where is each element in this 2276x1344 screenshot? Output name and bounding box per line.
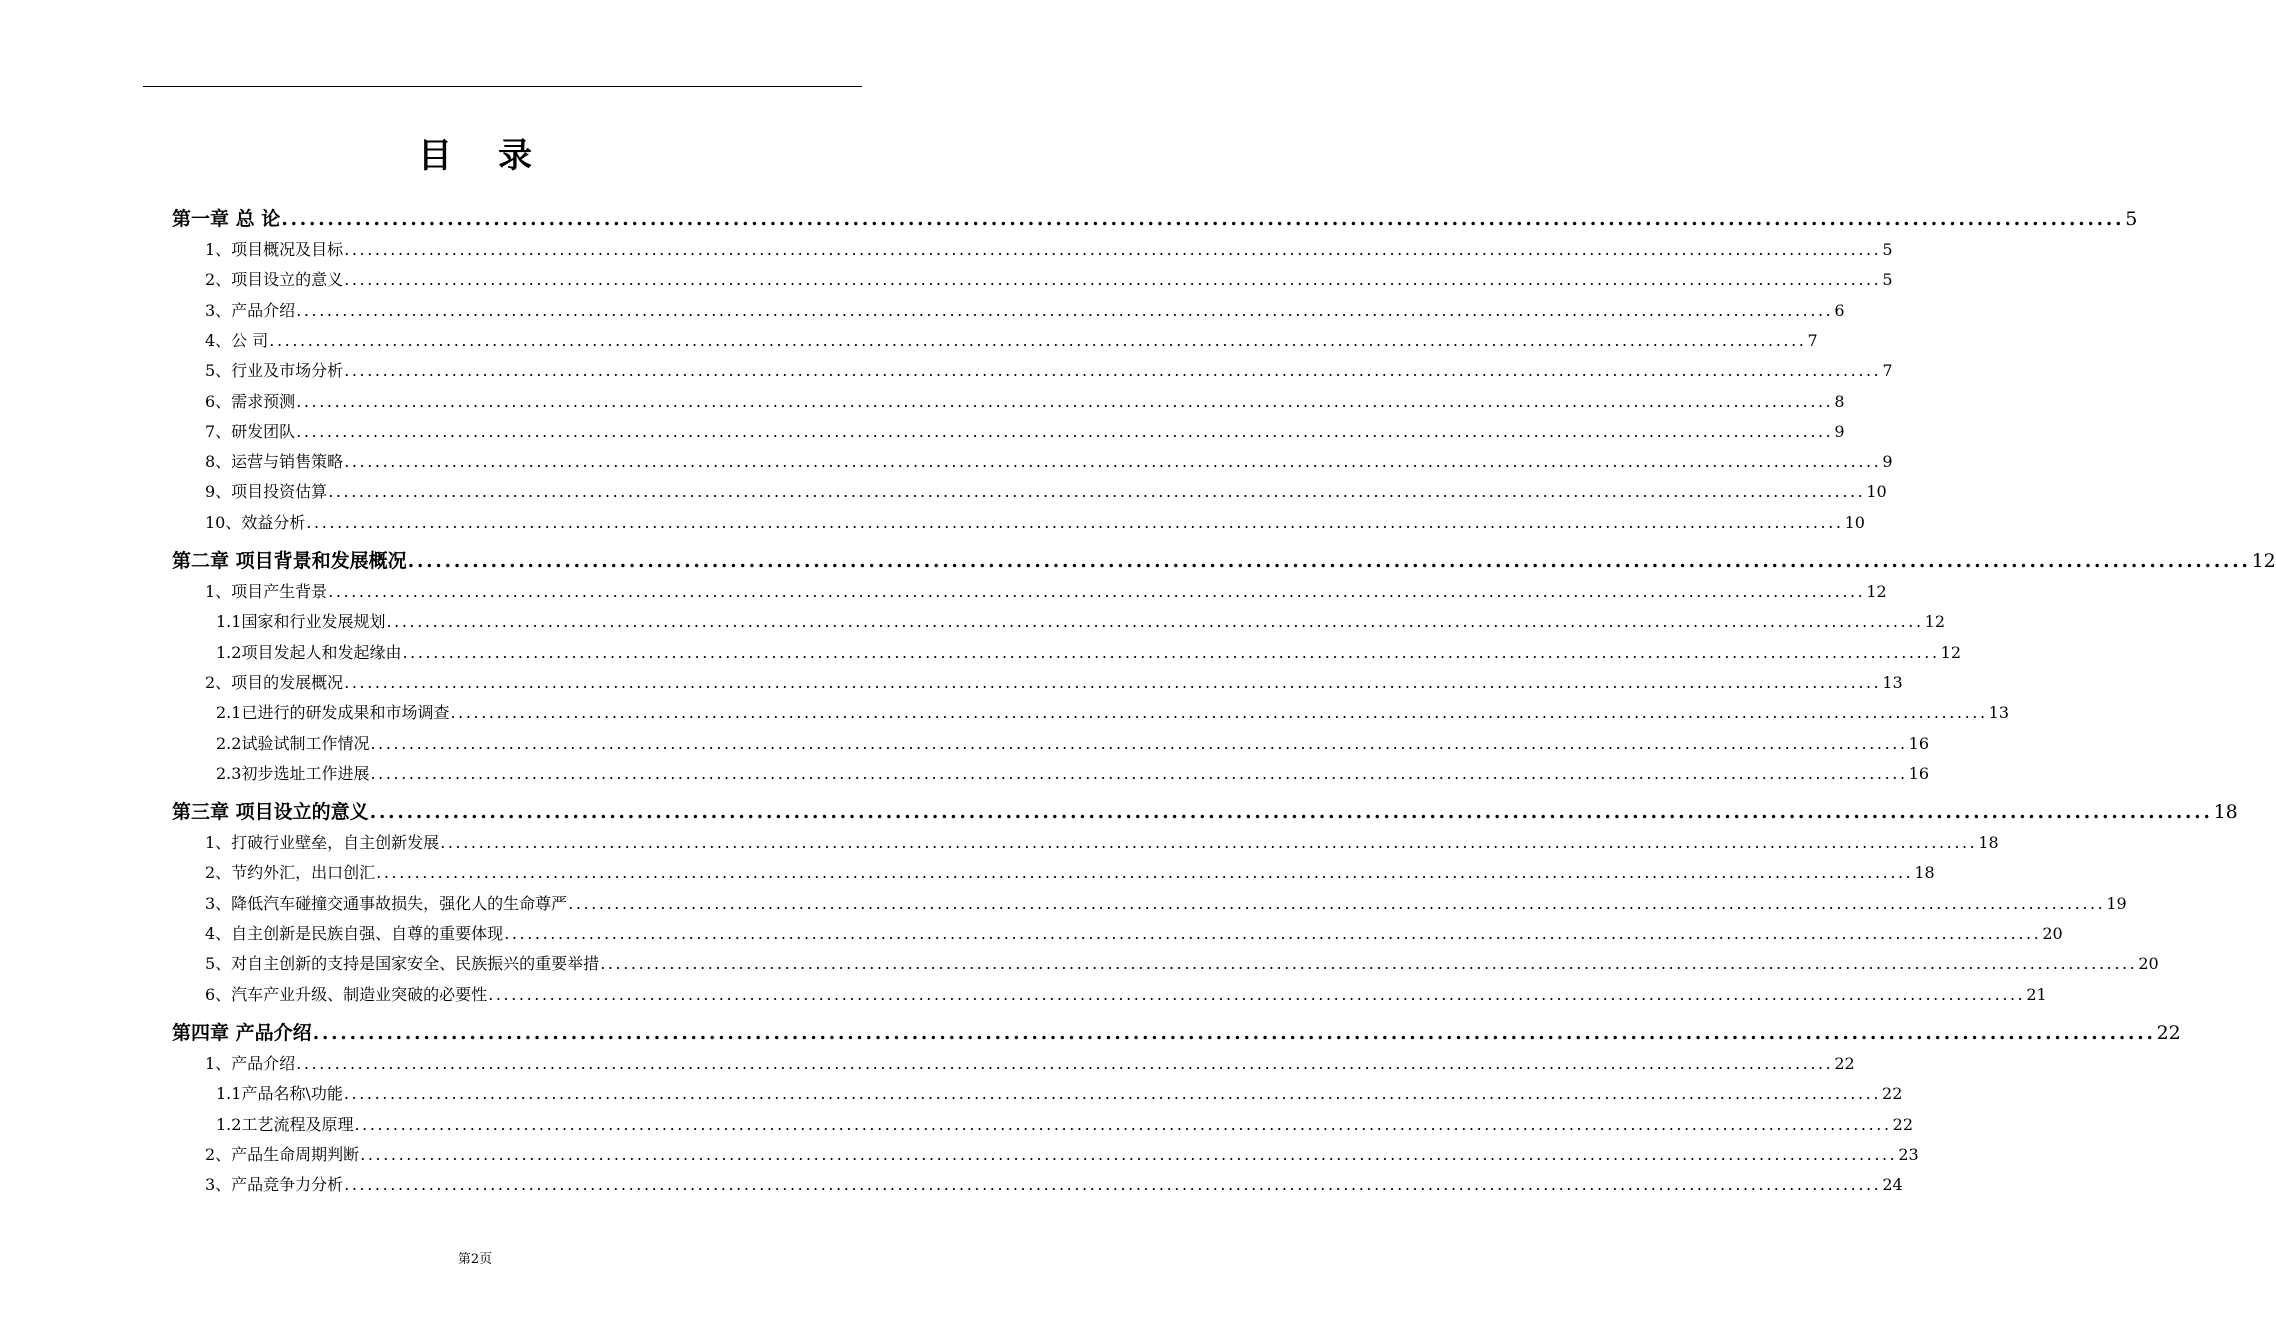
toc-entry-label: 第二章 项目背景和发展概况: [172, 550, 407, 572]
toc-entry-label: 8、运营与销售策略: [205, 452, 344, 472]
toc-section-entry[interactable]: [205, 479, 1887, 503]
toc-dot-leader: ........................................................................................................................................................................................................: [376, 863, 1914, 883]
toc-section-entry[interactable]: [205, 267, 1893, 291]
toc-dot-leader: ........................................................................................................................................................................................................: [386, 612, 1924, 632]
toc-entry-page-number: 20: [2042, 924, 2063, 943]
toc-dot-leader: ........................................................................................................................................................................................................: [344, 361, 1882, 381]
toc-dot-leader: ........................................................................................................................................................................................................: [370, 763, 1908, 783]
toc-entry-label: 第三章 项目设立的意义: [172, 801, 369, 824]
toc-entry-page-number: 5: [1882, 270, 1893, 290]
toc-entry-label: 2、项目设立的意义: [205, 270, 344, 290]
toc-entry-page-number: 12: [1940, 642, 1961, 662]
toc-chapter-entry[interactable]: [172, 204, 2138, 232]
toc-section-entry[interactable]: [216, 700, 2009, 724]
toc-entry-page-number: 21: [2026, 984, 2047, 1004]
toc-section-entry[interactable]: [205, 982, 2047, 1006]
toc-entry-page-number: 13: [1882, 672, 1903, 692]
toc-dot-leader: ........................................................................................................................................................................................................: [312, 1021, 2156, 1044]
toc-dot-leader: ........................................................................................................................................................................................................: [328, 582, 1866, 601]
toc-entry-label: 10、效益分析: [205, 512, 306, 532]
toc-dot-leader: ........................................................................................................................................................................................................: [488, 984, 2026, 1004]
toc-dot-leader: ........................................................................................................................................................................................................: [370, 733, 1908, 753]
toc-entry-label: 9、项目投资估算: [205, 482, 328, 502]
toc-entry-label: 6、汽车产业升级、制造业突破的必要性: [205, 984, 488, 1004]
toc-entry-label: 3、产品竞争力分析: [205, 1175, 344, 1195]
toc-entry-label: 2、产品生命周期判断: [205, 1144, 360, 1164]
toc-section-entry[interactable]: [216, 761, 1929, 785]
toc-section-entry[interactable]: [205, 860, 1935, 884]
toc-section-entry[interactable]: [216, 1112, 1913, 1136]
toc-section-entry[interactable]: [205, 891, 2127, 915]
toc-entry-page-number: 5: [2125, 208, 2138, 230]
title-char: 录: [498, 136, 532, 176]
toc-entry-label: 2、项目的发展概况: [205, 672, 344, 692]
toc-entry-label: 6、需求预测: [205, 391, 296, 411]
toc-entry-label: 1、打破行业壁垒，自主创新发展: [205, 833, 440, 853]
toc-section-entry[interactable]: [205, 510, 1865, 534]
toc-dot-leader: ........................................................................................................................................................................................................: [281, 208, 2125, 230]
toc-dot-leader: ........................................................................................................................................................................................................: [402, 642, 1940, 662]
toc-dot-leader: ........................................................................................................................................................................................................: [600, 954, 2138, 974]
toc-entry-label: 2.1已进行的研发成果和市场调查: [216, 703, 450, 723]
toc-dot-leader: ........................................................................................................................................................................................................: [343, 1084, 1882, 1104]
toc-dot-leader: ........................................................................................................................................................................................................: [296, 300, 1834, 320]
page-number-footer: 第2页: [457, 1252, 493, 1267]
toc-entry-page-number: 18: [2213, 801, 2238, 824]
toc-entry-page-number: 16: [1908, 733, 1929, 753]
toc-entry-label: 4、自主创新是民族自强、自尊的重要体现: [205, 924, 504, 943]
toc-entry-page-number: 12: [1924, 612, 1945, 632]
toc-section-entry[interactable]: [205, 921, 2063, 945]
toc-chapter-entry[interactable]: [172, 546, 2276, 574]
toc-entry-page-number: 5: [1882, 240, 1893, 259]
toc-entry-page-number: 16: [1908, 763, 1929, 783]
toc-entry-label: 5、对自主创新的支持是国家安全、民族振兴的重要举措: [205, 954, 600, 974]
toc-section-entry[interactable]: [205, 237, 1893, 261]
toc-section-entry[interactable]: [216, 640, 1961, 664]
toc-entry-page-number: 8: [1834, 391, 1845, 411]
toc-entry-page-number: 22: [1834, 1053, 1855, 1073]
toc-dot-leader: ........................................................................................................................................................................................................: [344, 240, 1882, 259]
toc-entry-label: 1.1国家和行业发展规划: [216, 612, 386, 632]
toc-dot-leader: ........................................................................................................................................................................................................: [328, 482, 1866, 502]
toc-entry-label: 4、公 司: [205, 330, 269, 350]
toc-section-entry[interactable]: [205, 670, 1903, 694]
toc-entry-page-number: 24: [1882, 1175, 1903, 1195]
toc-entry-label: 5、行业及市场分析: [205, 361, 344, 381]
toc-entry-page-number: 18: [1978, 833, 1999, 853]
toc-entry-label: 第一章 总 论: [172, 208, 281, 230]
toc-dot-leader: ........................................................................................................................................................................................................: [306, 512, 1844, 532]
toc-entry-page-number: 23: [1898, 1144, 1919, 1164]
toc-entry-label: 7、研发团队: [205, 421, 296, 441]
toc-section-entry[interactable]: [205, 579, 1887, 603]
toc-entry-label: 2.2试验试制工作情况: [216, 733, 370, 753]
toc-section-entry[interactable]: [205, 1051, 1855, 1075]
toc-dot-leader: ........................................................................................................................................................................................................: [296, 1053, 1834, 1073]
toc-entry-label: 1、项目概况及目标: [205, 240, 344, 259]
toc-entry-label: 1.1产品名称\功能: [216, 1084, 343, 1104]
toc-section-entry[interactable]: [205, 419, 1845, 443]
toc-dot-leader: ........................................................................................................................................................................................................: [504, 924, 2042, 943]
toc-entry-page-number: 10: [1844, 512, 1865, 532]
toc-entry-page-number: 9: [1834, 421, 1845, 441]
toc-entry-page-number: 7: [1882, 361, 1893, 381]
toc-entry-label: 1、项目产生背景: [205, 582, 328, 601]
toc-dot-leader: ........................................................................................................................................................................................................: [407, 550, 2251, 572]
toc-dot-leader: ........................................................................................................................................................................................................: [344, 452, 1882, 472]
toc-chapter-entry[interactable]: [172, 1018, 2181, 1046]
toc-section-entry[interactable]: [205, 449, 1893, 473]
toc-section-entry[interactable]: [216, 731, 1929, 755]
toc-dot-leader: ........................................................................................................................................................................................................: [269, 330, 1807, 350]
toc-entry-page-number: 13: [1988, 703, 2009, 723]
toc-dot-leader: ........................................................................................................................................................................................................: [354, 1114, 1892, 1134]
toc-dot-leader: ........................................................................................................................................................................................................: [344, 1175, 1882, 1195]
toc-dot-leader: ........................................................................................................................................................................................................: [568, 893, 2106, 913]
toc-section-entry[interactable]: [216, 609, 1945, 633]
toc-chapter-entry[interactable]: [172, 797, 2238, 825]
toc-section-entry[interactable]: [205, 830, 1999, 854]
toc-entry-page-number: 12: [1866, 582, 1887, 601]
toc-section-entry[interactable]: [205, 328, 1818, 352]
toc-section-entry[interactable]: [205, 298, 1845, 322]
toc-entry-label: 3、产品介绍: [205, 300, 296, 320]
toc-section-entry[interactable]: [205, 1172, 1903, 1196]
toc-section-entry[interactable]: [205, 951, 2159, 975]
toc-dot-leader: ........................................................................................................................................................................................................: [369, 801, 2213, 824]
toc-section-entry[interactable]: [205, 1142, 1919, 1166]
header-rule: [143, 86, 862, 87]
toc-section-entry[interactable]: [216, 1081, 1903, 1105]
toc-entry-label: 2、节约外汇，出口创汇: [205, 863, 376, 883]
toc-entry-page-number: 6: [1834, 300, 1845, 320]
toc-entry-label: 2.3初步选址工作进展: [216, 763, 370, 783]
toc-entry-page-number: 9: [1882, 452, 1893, 472]
toc-entry-page-number: 19: [2106, 893, 2127, 913]
toc-dot-leader: ........................................................................................................................................................................................................: [296, 391, 1834, 411]
toc-entry-page-number: 20: [2138, 954, 2159, 974]
toc-entry-label: 1.2项目发起人和发起缘由: [216, 642, 402, 662]
toc-entry-label: 1.2工艺流程及原理: [216, 1114, 354, 1134]
toc-dot-leader: ........................................................................................................................................................................................................: [450, 703, 1988, 723]
toc-section-entry[interactable]: [205, 358, 1893, 382]
page-title: [0, 128, 950, 177]
toc-entry-label: 3、降低汽车碰撞交通事故损失，强化人的生命尊严: [205, 893, 568, 913]
toc-dot-leader: ........................................................................................................................................................................................................: [360, 1144, 1898, 1164]
title-char: 目: [418, 136, 452, 176]
toc-entry-page-number: 22: [2156, 1021, 2181, 1044]
toc-entry-page-number: 22: [1882, 1084, 1903, 1104]
toc-entry-label: 1、产品介绍: [205, 1053, 296, 1073]
toc-entry-page-number: 22: [1892, 1114, 1913, 1134]
toc-entry-page-number: 12: [2251, 550, 2276, 572]
toc-entry-page-number: 7: [1807, 330, 1818, 350]
toc-entry-label: 第四章 产品介绍: [172, 1021, 312, 1044]
toc-section-entry[interactable]: [205, 389, 1845, 413]
toc-dot-leader: ........................................................................................................................................................................................................: [344, 672, 1882, 692]
toc-entry-page-number: 10: [1866, 482, 1887, 502]
toc-dot-leader: ........................................................................................................................................................................................................: [440, 833, 1978, 853]
toc-entry-page-number: 18: [1914, 863, 1935, 883]
toc-dot-leader: ........................................................................................................................................................................................................: [344, 270, 1882, 290]
toc-dot-leader: ........................................................................................................................................................................................................: [296, 421, 1834, 441]
